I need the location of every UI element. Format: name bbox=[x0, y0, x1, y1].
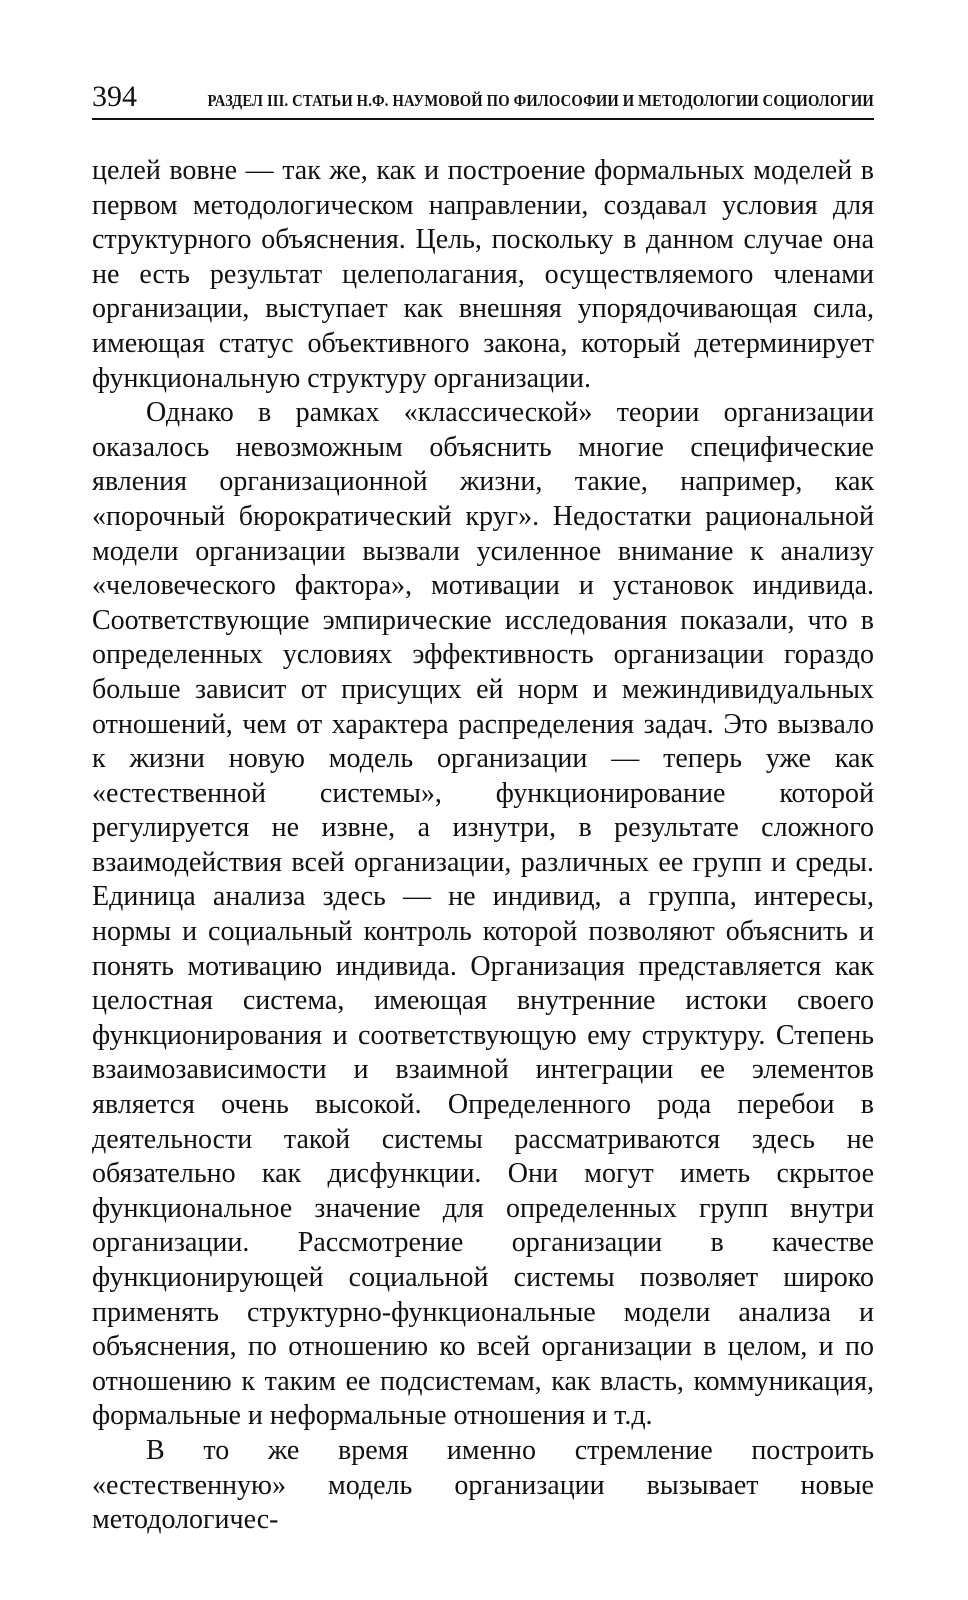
body-text bbox=[92, 154, 874, 1538]
book-page bbox=[92, 78, 874, 1538]
paragraph-continuation: целей вовне — так же, как и построение формальных моделей в первом методологическом направлении, создавал условия для структурного объяснения. Цель, поскольку в данном случае она не есть результат целеполагания, осуществляемого членами организации, выступает как внешняя упорядочивающая сила, имеющая статус объективного закона, который детерминирует функциональную структуру организации. bbox=[92, 155, 874, 394]
paragraph-natural-model: В то же время именно стремление построить «естественную» модель организации вызывает новые методологичес- bbox=[92, 1434, 874, 1536]
running-header bbox=[92, 78, 874, 120]
section-title: РАЗДЕЛ III. СТАТЬИ Н.Ф. НАУМОВОЙ ПО ФИЛОСОФИИ И МЕТОДОЛОГИИ СОЦИОЛОГИИ bbox=[207, 91, 874, 110]
page-number: 394 bbox=[92, 80, 137, 113]
paragraph-classical-theory: Однако в рамках «классической» теории организации оказалось невозможным объяснить многие специфические явления организационной жизни, такие, например, как «порочный бюрократический круг». Недостатки рациональной модели организации вызвали усиленное внимание к анализу «человеческого фактора», мотивации и установок индивида. Соответствующие эмпирические исследования показали, что в определенных условиях эффективность организации гораздо больше зависит от присущих ей норм и межиндивидуальных отношений, чем от характера распределения задач. Это вызвало к жизни новую модель организации — теперь уже как «естественной системы», функционирование которой регулируется не извне, а изнутри, в результате сложного взаимодействия всей организации, различных ее групп и среды. Единица анализа здесь — не индивид, а группа, интересы, нормы и социальный контроль которой позволяют объяснить и понять мотивацию индивида. Организация представляется как целостная система, имеющая внутренние истоки своего функционирования и соответствующую ему структуру. Степень взаимозависимости и взаимной интеграции ее элементов является очень высокой. Определенного рода перебои в деятельности такой системы рассматриваются здесь не обязательно как дисфункции. Они могут иметь скрытое функциональное значение для определенных групп внутри организации. Рассмотрение организации в качестве функционирующей социальной системы позволяет широко применять структурно-функциональные модели анализа и объяснения, по отношению ко всей организации в целом, и по отношению к таким ее подсистемам, как власть, коммуникация, формальные и неформальные отношения и т.д. bbox=[92, 397, 874, 1432]
